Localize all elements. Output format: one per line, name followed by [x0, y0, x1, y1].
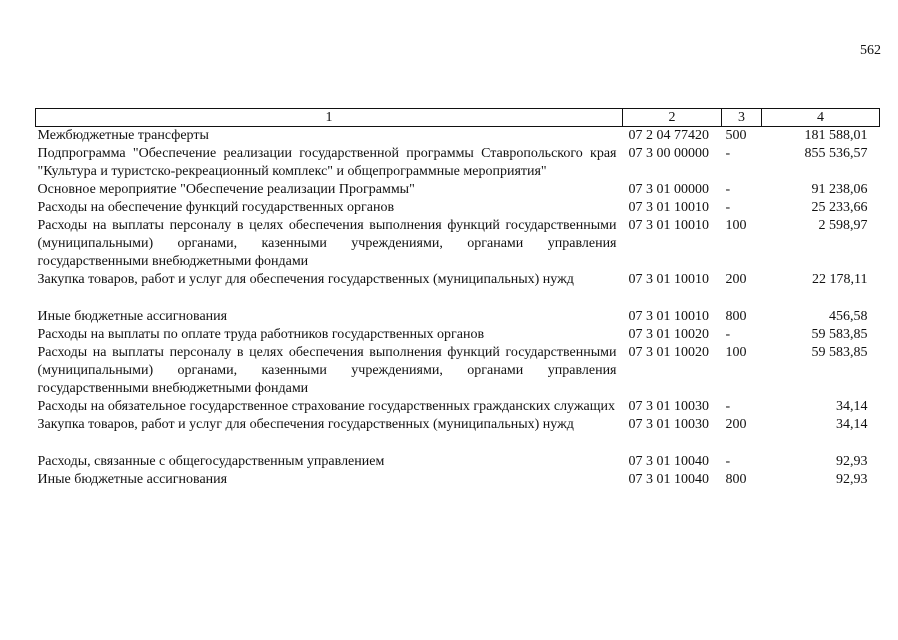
row-name: Расходы на выплаты по оплате труда работников государственных органов — [37, 327, 485, 342]
header-cell: 2 — [623, 109, 722, 127]
row-code: 07 3 01 10020 — [628, 345, 709, 360]
page-number: 562 — [860, 43, 881, 58]
row-code: 07 2 04 77420 — [628, 128, 709, 143]
row-sum: 34,14 — [836, 399, 868, 414]
header-cell: 1 — [36, 109, 623, 127]
table-row — [36, 344, 880, 398]
row-sum: 25 233,66 — [811, 200, 868, 215]
table-row — [36, 471, 880, 489]
table-row — [36, 199, 880, 217]
row-sum: 855 536,57 — [804, 146, 868, 161]
row-type: - — [725, 327, 731, 342]
row-code: 07 3 01 10020 — [628, 327, 709, 342]
row-sum: 34,14 — [836, 417, 868, 432]
table-row — [36, 308, 880, 326]
row-name: Межбюджетные трансферты — [37, 128, 209, 143]
table-row — [36, 181, 880, 199]
row-code: 07 3 01 10030 — [628, 417, 709, 432]
row-code: 07 3 01 10040 — [628, 454, 709, 469]
row-type: - — [725, 146, 731, 161]
table-row — [36, 127, 880, 146]
row-code: 07 3 01 10040 — [628, 472, 709, 487]
row-name: Иные бюджетные ассигнования — [37, 309, 228, 324]
table-row — [36, 271, 880, 308]
row-name: Закупка товаров, работ и услуг для обеспечения государственных (муниципальных) нужд — [37, 417, 574, 432]
row-name: Расходы на обязательное государственное страхование государственных гражданских служащих — [37, 399, 616, 414]
row-type: - — [725, 454, 731, 469]
table-row — [36, 145, 880, 181]
table-row — [36, 217, 880, 271]
row-sum: 181 588,01 — [804, 128, 868, 143]
row-type: - — [725, 182, 731, 197]
row-type: 200 — [725, 417, 747, 432]
row-name: Расходы на выплаты персоналу в целях обеспечения выполнения функций государственными (муниципальными) органами, казенными учреждениями, органами управления государственными внебюджетными фондами — [37, 218, 617, 269]
row-name: Закупка товаров, работ и услуг для обеспечения государственных (муниципальных) нужд — [37, 272, 574, 287]
row-code: 07 3 01 10030 — [628, 399, 709, 414]
row-code: 07 3 01 10010 — [628, 309, 709, 324]
row-type: 100 — [725, 345, 747, 360]
row-sum: 59 583,85 — [811, 327, 868, 342]
row-code: 07 3 01 00000 — [628, 182, 709, 197]
header-row — [36, 109, 880, 127]
row-type: 200 — [725, 272, 747, 287]
row-sum: 456,58 — [829, 309, 868, 324]
row-code: 07 3 01 10010 — [628, 272, 709, 287]
row-sum: 92,93 — [836, 454, 868, 469]
row-sum: 92,93 — [836, 472, 868, 487]
header-cell: 4 — [762, 109, 880, 127]
table-row — [36, 453, 880, 471]
row-name: Иные бюджетные ассигнования — [37, 472, 228, 487]
row-name: Расходы на обеспечение функций государственных органов — [37, 200, 395, 215]
row-sum: 59 583,85 — [811, 345, 868, 360]
row-type: 800 — [725, 472, 747, 487]
row-type: 100 — [725, 218, 747, 233]
table-row — [36, 398, 880, 416]
table-row — [36, 416, 880, 453]
row-type: - — [725, 200, 731, 215]
budget-table — [35, 108, 880, 489]
row-type: - — [725, 399, 731, 414]
row-sum: 91 238,06 — [811, 182, 868, 197]
row-name: Основное мероприятие "Обеспечение реализации Программы" — [37, 182, 415, 197]
row-code: 07 3 00 00000 — [628, 146, 709, 161]
row-sum: 22 178,11 — [812, 272, 868, 287]
row-type: 800 — [725, 309, 747, 324]
table-row — [36, 326, 880, 344]
header-cell: 3 — [722, 109, 762, 127]
row-code: 07 3 01 10010 — [628, 218, 709, 233]
row-code: 07 3 01 10010 — [628, 200, 709, 215]
row-name: Расходы на выплаты персоналу в целях обеспечения выполнения функций государственными (муниципальными) органами, казенными учреждениями, органами управления государственными внебюджетными фондами — [37, 345, 617, 396]
row-type: 500 — [725, 128, 747, 143]
row-name: Расходы, связанные с общегосударственным управлением — [37, 454, 385, 469]
row-name: Подпрограмма "Обеспечение реализации государственной программы Ставропольского края "Культура и туристско-рекреационный комплекс" и общепрограммные мероприятия" — [37, 146, 617, 179]
row-sum: 2 598,97 — [818, 218, 868, 233]
